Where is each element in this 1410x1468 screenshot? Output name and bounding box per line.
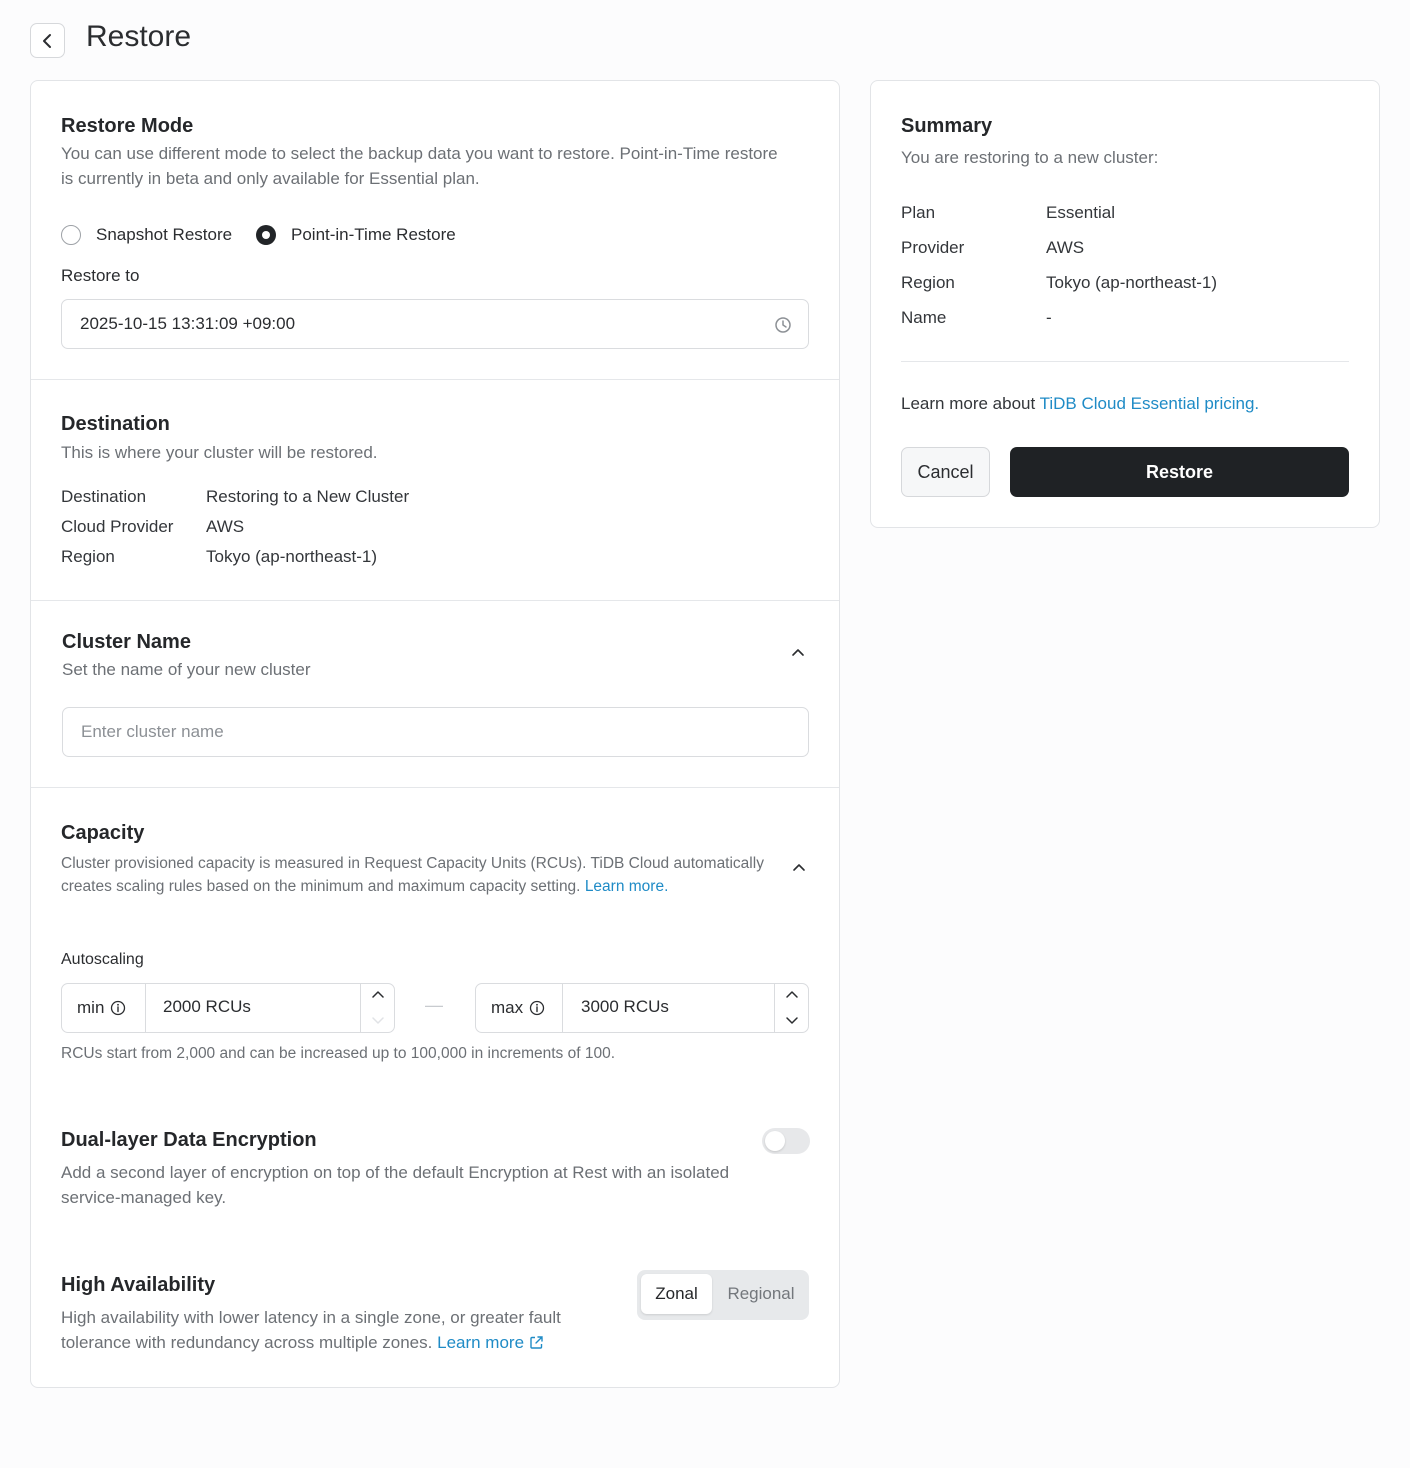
radio-button[interactable] (61, 225, 81, 245)
high-availability-description-text: High availability with lower latency in a single zone, or greater fault tolerance with redundancy across multiple zones. (61, 1308, 561, 1352)
external-link-icon (529, 1335, 544, 1350)
restore-mode-description: You can use different mode to select the backup data you want to restore. Point-in-Time restore is currently in beta and only available for Essential plan. (61, 144, 778, 188)
increment-icon[interactable] (785, 989, 799, 999)
radio-button-selected[interactable] (256, 225, 276, 245)
info-icon (529, 1000, 545, 1016)
cluster-name-placeholder: Enter cluster name (81, 722, 224, 741)
summary-row-label: Plan (901, 203, 936, 222)
back-button[interactable] (30, 23, 65, 58)
encryption-title: Dual-layer Data Encryption (61, 1129, 317, 1151)
destination-title: Destination (61, 413, 170, 435)
destination-row-value: AWS (206, 517, 245, 536)
high-availability-title: High Availability (61, 1274, 216, 1296)
capacity-description: Cluster provisioned capacity is measured in Request Capacity Units (RCUs). TiDB Cloud automatically creates scaling rules based on the minimum and maximum capacity setting. Learn more. (61, 855, 764, 895)
radio-label: Snapshot Restore (96, 225, 233, 244)
min-spinner[interactable] (360, 984, 394, 1032)
destination-row-value: Restoring to a New Cluster (206, 487, 410, 506)
autoscaling-label: Autoscaling (61, 951, 144, 968)
decrement-icon[interactable] (371, 1016, 385, 1026)
rcu-hint: RCUs start from 2,000 and can be increased up to 100,000 in increments of 100. (61, 1045, 616, 1062)
availability-segmented-control (637, 1270, 809, 1320)
encryption-description: Add a second layer of encryption on top of the default Encryption at Rest with an isolated service-managed key. (61, 1163, 730, 1207)
learn-more-text: Learn more (437, 1333, 525, 1352)
restore-form-card (30, 80, 840, 1388)
high-availability-learn-more-link[interactable] (437, 1333, 544, 1352)
pricing-link[interactable]: TiDB Cloud Essential pricing (1039, 394, 1255, 413)
chevron-up-icon[interactable] (791, 647, 805, 657)
divider (901, 361, 1349, 362)
restore-to-datetime-input[interactable] (61, 299, 809, 349)
pricing-prefix: Learn more about (901, 394, 1036, 413)
summary-title: Summary (901, 115, 993, 137)
restore-to-label: Restore to (61, 266, 140, 285)
divider (31, 787, 839, 788)
capacity-learn-more-link[interactable]: Learn more (584, 878, 665, 895)
restore-button[interactable]: Restore (1010, 447, 1349, 497)
min-addon (62, 984, 146, 1032)
chevron-left-icon (41, 33, 55, 49)
capacity-title: Capacity (61, 822, 145, 844)
restore-to-value: 2025-10-15 13:31:09 +09:00 (80, 314, 296, 333)
min-rcu-value[interactable]: 2000 RCUs (163, 997, 251, 1016)
restore-mode-title: Restore Mode (61, 115, 194, 137)
capacity-description-text: Cluster provisioned capacity is measured in Request Capacity Units (RCUs). TiDB Cloud automatically creates scaling rules based on the minimum and maximum capacity setting. (61, 855, 764, 895)
summary-subtitle: You are restoring to a new cluster: (901, 148, 1159, 167)
cluster-name-title: Cluster Name (62, 631, 191, 653)
radio-point-in-time-restore[interactable] (256, 224, 456, 246)
cluster-name-input[interactable] (62, 707, 809, 757)
pricing-suffix: . (1254, 394, 1260, 413)
max-rcu-value[interactable]: 3000 RCUs (581, 997, 669, 1016)
encryption-toggle[interactable] (762, 1128, 810, 1154)
segment-zonal[interactable]: Zonal (641, 1274, 712, 1314)
increment-icon[interactable] (371, 989, 385, 999)
summary-card (870, 80, 1380, 528)
summary-row-value: - (1046, 308, 1052, 327)
radio-label: Point-in-Time Restore (291, 225, 456, 244)
radio-snapshot-restore[interactable] (61, 224, 232, 246)
summary-row-label: Name (901, 308, 947, 327)
info-icon (110, 1000, 126, 1016)
cancel-button[interactable]: Cancel (901, 447, 990, 497)
max-addon (476, 984, 563, 1032)
segment-regional[interactable]: Regional (727, 1284, 795, 1303)
destination-row-label: Region (61, 547, 115, 566)
summary-row-value: AWS (1046, 238, 1085, 257)
min-rcu-input[interactable] (61, 983, 395, 1033)
summary-row-value: Essential (1046, 203, 1115, 222)
destination-row-value: Tokyo (ap-northeast-1) (206, 547, 378, 566)
summary-row-value: Tokyo (ap-northeast-1) (1046, 273, 1218, 292)
max-spinner[interactable] (774, 984, 808, 1032)
summary-row-label: Provider (901, 238, 965, 257)
max-rcu-input[interactable] (475, 983, 809, 1033)
chevron-up-icon[interactable] (792, 862, 806, 872)
clock-icon (774, 316, 792, 334)
range-separator: — (425, 995, 443, 1015)
pricing-note (901, 394, 1259, 414)
destination-description: This is where your cluster will be restored. (61, 443, 378, 462)
divider (31, 600, 839, 601)
max-label: max (491, 998, 524, 1017)
destination-row-label: Destination (61, 487, 147, 506)
high-availability-description (61, 1305, 606, 1355)
cluster-name-description: Set the name of your new cluster (62, 660, 311, 679)
destination-row-label: Cloud Provider (61, 517, 174, 536)
page-title: Restore (86, 20, 192, 53)
min-label: min (77, 998, 105, 1017)
decrement-icon[interactable] (785, 1016, 799, 1026)
summary-row-label: Region (901, 273, 955, 292)
divider (31, 379, 839, 380)
